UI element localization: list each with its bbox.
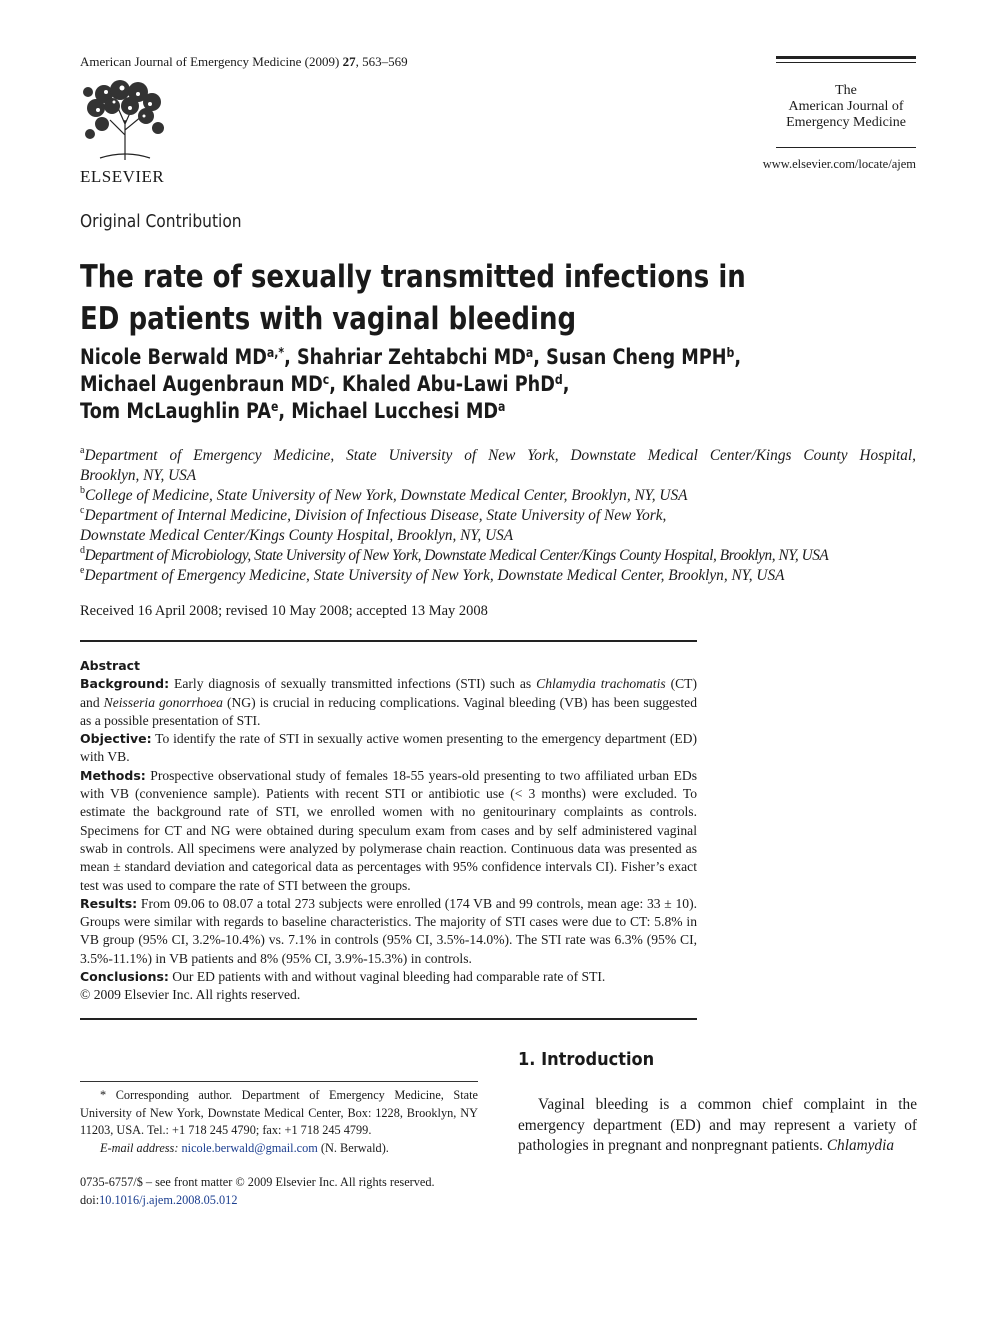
abstract-rule-bottom [80, 1018, 697, 1020]
masthead-rule-top [776, 56, 916, 59]
abstract-copyright: © 2009 Elsevier Inc. All rights reserved. [80, 987, 301, 1003]
affiliation-a: $^a$Department of Emergency Medicine, State University of New York, Downstate Medical Center/Kings County Hospital, [80, 445, 916, 464]
doi-link[interactable]: 10.1016/j.ajem.2008.05.012 [99, 1192, 238, 1207]
abstract-heading: Abstract [80, 658, 141, 673]
author-line-3: Tom McLaughlin $PA^e$, Michael Lucchesi $MD^a$ [80, 399, 506, 423]
abstract-rule-top [80, 640, 697, 642]
journal-masthead [776, 56, 916, 148]
author-line-1: Nicole Berwald $MD^{a,*}$, Shahriar Zehtabchi $MD^a$, Susan Cheng MPH$^b$, [80, 345, 742, 369]
masthead-rule-thin [776, 62, 916, 63]
elsevier-tree-icon [80, 80, 170, 162]
email-link[interactable]: nicole.berwald@gmail.com [181, 1140, 318, 1155]
journal-url[interactable]: www.elsevier.com/locate/ajem [762, 157, 916, 171]
journal-name: The American Journal of Emergency Medicine [786, 83, 906, 130]
affiliation-b: $^b$College of Medicine, State University of New York, Downstate Medical Center, Brooklyn, NY, USA [80, 485, 688, 504]
footnote-rule [80, 1081, 478, 1082]
abstract [80, 657, 697, 1005]
affiliation-d: $^d$Department of Microbiology, State University of New York, Downstate Medical Center/Kings County Hospital, Brooklyn, NY, USA [80, 545, 829, 564]
journal-citation: American Journal of Emergency Medicine (2009) 27, 563–569 [80, 54, 408, 69]
author-list [80, 344, 777, 425]
affiliation-e: $^e$Department of Emergency Medicine, State University of New York, Downstate Medical Center, Brooklyn, NY, USA [80, 565, 785, 584]
abstract-methods: Methods: Prospective observational study of females 18-55 years-old presenting to two affiliated urban EDs with VB (convenience sample). Patients with recent STI or antibiotic use (< 3 months) were excluded. To estimate the background rate of STI, we enrolled women with no genitourinary complaints as controls. Specimens for CT and NG were obtained during speculum exam from cases and by self administered vaginal swab in controls. All specimens were analyzed by polymerase chain reaction. Continuous data was presented as mean ± standard deviation and categorical data as percentages with 95% confidence intervals CI). Fisher’s exact test was used to compare the rate of STI between the groups. [80, 767, 697, 893]
introduction-heading: 1. Introduction [518, 1049, 655, 1070]
abstract-background: Background: Early diagnosis of sexually transmitted infections (STI) such as Chlamydia trachomatis (CT) and Neisseria gonorrhoea (NG) is crucial in reducing complications. Vaginal bleeding (VB) has been suggested as a possible presentation of STI. [80, 676, 697, 728]
abstract-objective: Objective: To identify the rate of STI in sexually active women presenting to the emergency department (ED) with VB. [80, 731, 697, 765]
affiliations: $^a$Department of Emergency Medicine, State University of New York, Downstate Medical Center/Kings County Hospital, Brooklyn, NY, USA $^b$College of Medicine, State University of New York, Downstate Medical Center, Brooklyn, NY, USA $^c$Department of Internal Medicine, Division of Infectious Disease, State University of New York, Downstate Medical Center/Kings County Hospital, Brooklyn, NY, USA $^d$Department of Microbiology, State University of New York, Downstate Medical Center/Kings County Hospital, Brooklyn, NY, USA $^e$Department of Emergency Medicine, State University of New York, Downstate Medical Center, Brooklyn, NY, USA [80, 445, 916, 584]
received-dates: Received 16 April 2008; revised 10 May 2008; accepted 13 May 2008 [80, 603, 488, 619]
section-label: Original Contribution [80, 211, 242, 232]
publisher-name: ELSEVIER [80, 167, 165, 186]
corresponding-footnote: * Corresponding author. Department of Emergency Medicine, State University of New York, Downstate Medical Center, Box: 1228, Brooklyn, NY 11203, USA. Tel.: +1 718 245 4790; fax: +1 718 245 4799. E-mail address: nicole.berwald@gmail.com (N. Berwald). [80, 1088, 478, 1155]
front-matter: 0735-6757/$ – see front matter © 2009 Elsevier Inc. All rights reserved. doi:10.1016/j.ajem.2008.05.012 [80, 1175, 435, 1207]
introduction-text: Vaginal bleeding is a common chief complaint in the emergency department (ED) and may represent a variety of pathologies in pregnant and nonpregnant patients. Chlamydia [518, 1096, 917, 1154]
abstract-results: Results: From 09.06 to 08.07 a total 273 subjects were enrolled (174 VB and 99 controls, mean age: 33 ± 10). Groups were similar with regards to baseline characteristics. The majority of STI cases were due to CT: 5.8% in VB group (95% CI, 3.2%-10.4%) vs. 7.1% in controls (95% CI, 3.5%-14.0%). The STI rate was 6.3% (95% CI, 3.5%-11.1%) in VB patients and 8% (95% CI, 3.9%-15.3%) in controls. [80, 895, 697, 966]
abstract-conclusions: Conclusions: Our ED patients with and without vaginal bleeding had comparable rate of STI. [80, 969, 606, 985]
affiliation-c: $^c$Department of Internal Medicine, Division of Infectious Disease, State University of New York, [80, 505, 667, 524]
author-line-2: Michael Augenbraun $MD^c$, Khaled Abu-Lawi PhD$^d$, [80, 372, 570, 396]
article-title: The rate of sexually transmitted infections in ED patients with vaginal bleeding [80, 259, 746, 337]
masthead-rule-bottom [776, 147, 916, 148]
elsevier-logo [80, 80, 170, 186]
